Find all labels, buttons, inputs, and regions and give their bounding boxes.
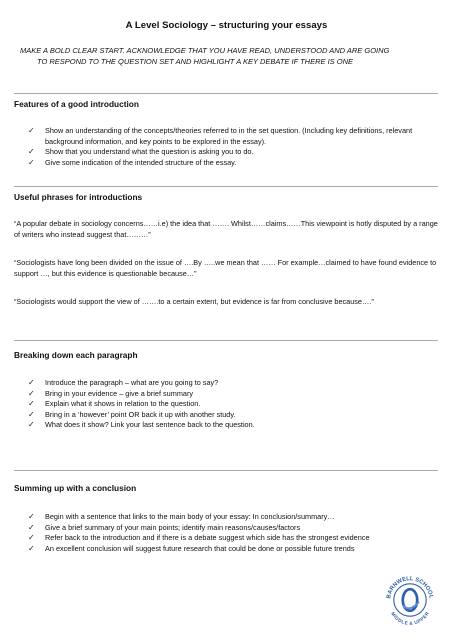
page-title: A Level Sociology – structuring your essays (125, 20, 328, 31)
phrase-example: “Sociologists would support the view of …….to a certain extent, but evidence is far from conclusive because….” (14, 297, 374, 306)
list-item: ✓ Bring in a ‘however’ point OR back it up with another study. (28, 409, 236, 419)
section-heading-conclusion: Summing up with a conclusion (14, 483, 137, 493)
check-mark-icon: ✓ (28, 522, 35, 532)
list-item: ✓ Introduce the paragraph – what are you going to say? (28, 378, 219, 387)
intro-instructions (20, 45, 435, 67)
check-mark-icon: ✓ (28, 378, 35, 387)
paragraph-bullet-list (28, 378, 428, 431)
school-logo (383, 573, 437, 627)
list-item: ✓ Explain what it shows in relation to the question. (28, 399, 201, 409)
list-item: ✓ Begin with a sentence that links to the main body of your essay: In conclusion/summary… (28, 512, 335, 521)
check-mark-icon: ✓ (28, 543, 35, 553)
check-mark-icon: ✓ (28, 420, 35, 430)
section-heading-introduction: Features of a good introduction (14, 99, 139, 109)
intro-line-1: MAKE A BOLD CLEAR START. ACKNOWLEDGE THAT YOU HAVE READ, UNDERSTOOD AND ARE GOING (20, 46, 390, 55)
logo-school-name: BARNWELL SCHOOL (386, 576, 434, 600)
section-divider (14, 93, 438, 94)
list-item: ✓ Bring in your evidence – give a brief summary (28, 388, 194, 398)
list-item: ✓ Show that you understand what the question is asking you to do. (28, 147, 254, 157)
section-divider (14, 470, 438, 471)
phrase-example: “A popular debate in sociology concerns……i.e) the idea that ……. Whilst……claims……This viewpoint is hotly disputed by a range of writers who instead suggest that………” (14, 219, 438, 239)
list-item: ✓ Refer back to the introduction and if there is a debate suggest which side has the strongest evidence (28, 533, 370, 543)
list-item: ✓ An excellent conclusion will suggest future research that could be done or possible future trends (28, 543, 355, 553)
list-item: ✓ Give a brief summary of your main points; identify main reasons/causes/factors (28, 522, 301, 532)
phrase-example: “Sociologists have long been divided on the issue of ….By …..we mean that …… For example…claimed to have found evidence to support …, but this evidence is questionable because…” (14, 258, 437, 278)
check-mark-icon: ✓ (28, 157, 35, 167)
section-heading-phrases: Useful phrases for introductions (14, 192, 143, 202)
check-mark-icon: ✓ (28, 399, 35, 409)
conclusion-bullet-list (28, 512, 428, 554)
section-divider (14, 186, 438, 187)
logo-school-sub: MIDDLE & UPPER (390, 611, 430, 626)
intro-line-2: TO RESPOND TO THE QUESTION SET AND HIGHLIGHT A KEY DEBATE IF THERE IS ONE (37, 57, 354, 66)
check-mark-icon: ✓ (28, 533, 35, 543)
check-mark-icon: ✓ (28, 388, 35, 398)
introduction-bullet-list (28, 126, 428, 168)
section-divider (14, 340, 438, 341)
list-item: ✓ Give some indication of the intended structure of the essay. (28, 157, 237, 167)
check-mark-icon: ✓ (28, 512, 35, 521)
check-mark-icon: ✓ (28, 409, 35, 419)
check-mark-icon: ✓ (28, 126, 35, 135)
list-item: ✓ What does it show? Link your last sentence back to the question. (28, 420, 255, 430)
section-heading-paragraph: Breaking down each paragraph (14, 350, 138, 360)
list-item: ✓ Show an understanding of the concepts/theories referred to in the set question. (Including key definitions, relevant background information, and key points to be explored in the essay). (28, 126, 413, 146)
check-mark-icon: ✓ (28, 147, 35, 157)
